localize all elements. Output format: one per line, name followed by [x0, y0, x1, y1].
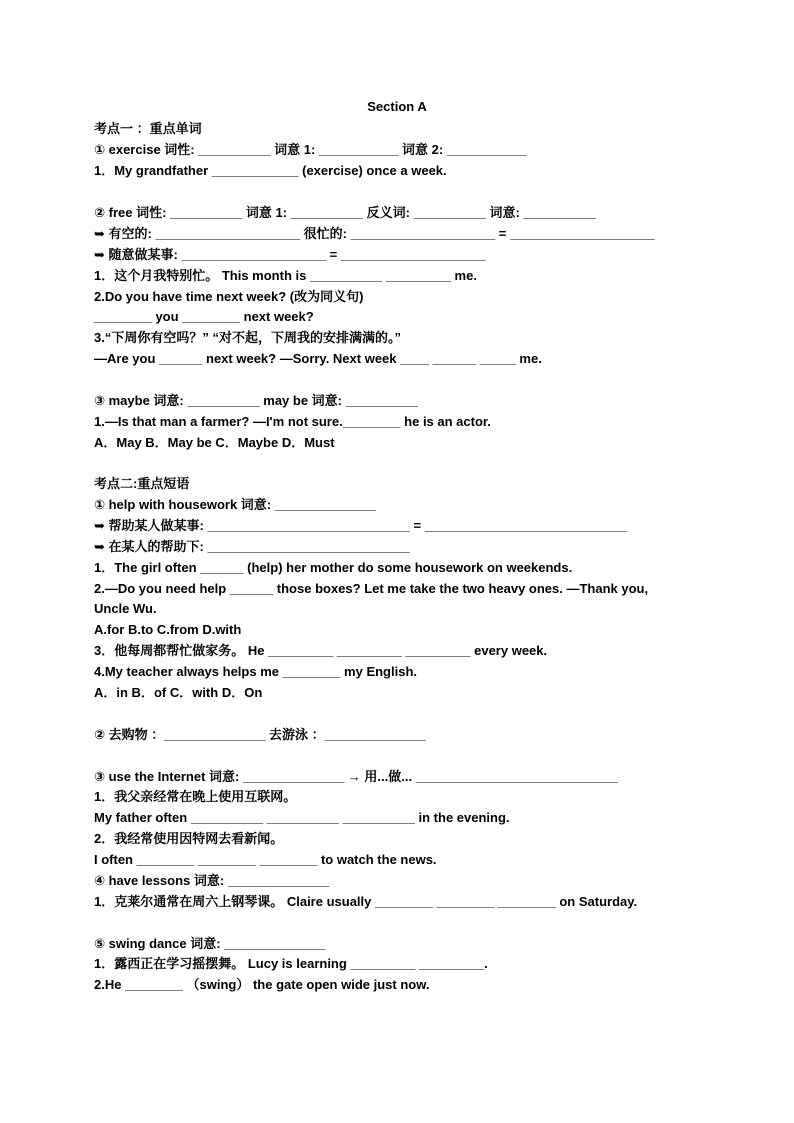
line-2: 1．My grandfather ____________ (exercise) once a week. [94, 163, 447, 178]
line-35: 2.He ________ （swing） the gate open wide just now. [94, 977, 430, 992]
line-5: ➥ 随意做某事: ____________________ = ____________________ [94, 247, 486, 262]
line-25: ② 去购物 ：______________ 去游泳 ：______________ [94, 727, 426, 742]
line-33: ⑤ swing dance 词意: ______________ [94, 936, 326, 951]
line-24: A．in B．of C．with D．On [94, 685, 263, 700]
line-13: A．May B．May be C．Maybe D．Must [94, 435, 335, 450]
line-17: ➥ 在某人的帮助下: ____________________________ [94, 539, 410, 554]
line-11: ③ maybe 词意: __________ may be 词意: __________ [94, 393, 418, 408]
section-heading-1: 考点一 ：重点单词 [94, 121, 202, 136]
section-heading-2: 考点二:重点短语 [94, 476, 190, 491]
line-19: 2.—Do you need help ______ those boxes? Let me take the two heavy ones. —Thank you, [94, 581, 649, 596]
line-34: 1．露西正在学习摇摆舞。 Lucy is learning _________ _________. [94, 956, 488, 971]
line-32: 1．克莱尔通常在周六上钢琴课。 Claire usually ________ ________ ________ on Saturday. [94, 894, 638, 909]
line-22: 3．他每周都帮忙做家务。 He _________ _________ _________ every week. [94, 643, 548, 658]
line-6: 1．这个月我特别忙。 This month is __________ _________ me. [94, 268, 477, 283]
line-15: ① help with housework 词意: ______________ [94, 497, 376, 512]
line-23: 4.My teacher always helps me ________ my English. [94, 664, 418, 679]
line-21: A.for B.to C.from D.with [94, 622, 242, 637]
line-28: My father often __________ __________ __________ in the evening. [94, 810, 510, 825]
line-20: Uncle Wu. [94, 601, 157, 616]
line-27: 1．我父亲经常在晚上使用互联网。 [94, 789, 297, 804]
line-31: ④ have lessons 词意: ______________ [94, 873, 330, 888]
line-9: 3.“下周你有空吗？” “对不起，下周我的安排满满的。” [94, 330, 401, 345]
line-10: —Are you ______ next week? —Sorry. Next week ____ ______ _____ me. [94, 351, 542, 366]
line-26: ③ use the Internet 词意: ______________ → 用...做... ____________________________ [94, 769, 619, 784]
line-18: 1．The girl often ______ (help) her mother do some housework on weekends. [94, 560, 573, 575]
line-30: I often ________ ________ ________ to watch the news. [94, 852, 437, 867]
line-4: ➥ 有空的: ____________________ 很忙的: ____________________ = ____________________ [94, 226, 655, 241]
page-title: Section A [367, 99, 427, 114]
line-7: 2.Do you have time next week? (改为同义句) [94, 289, 364, 304]
line-29: 2．我经常使用因特网去看新闻。 [94, 831, 284, 846]
line-16: ➥ 帮助某人做某事: ____________________________ = ____________________________ [94, 518, 628, 533]
line-1: ① exercise 词性: __________ 词意 1: ___________ 词意 2: ___________ [94, 142, 527, 157]
line-3: ② free 词性: __________ 词意 1: __________ 反义词: __________ 词意: __________ [94, 205, 596, 220]
line-8: ________ you ________ next week? [94, 309, 314, 324]
line-12: 1.—Is that man a farmer? —I'm not sure.________ he is an actor. [94, 414, 491, 429]
